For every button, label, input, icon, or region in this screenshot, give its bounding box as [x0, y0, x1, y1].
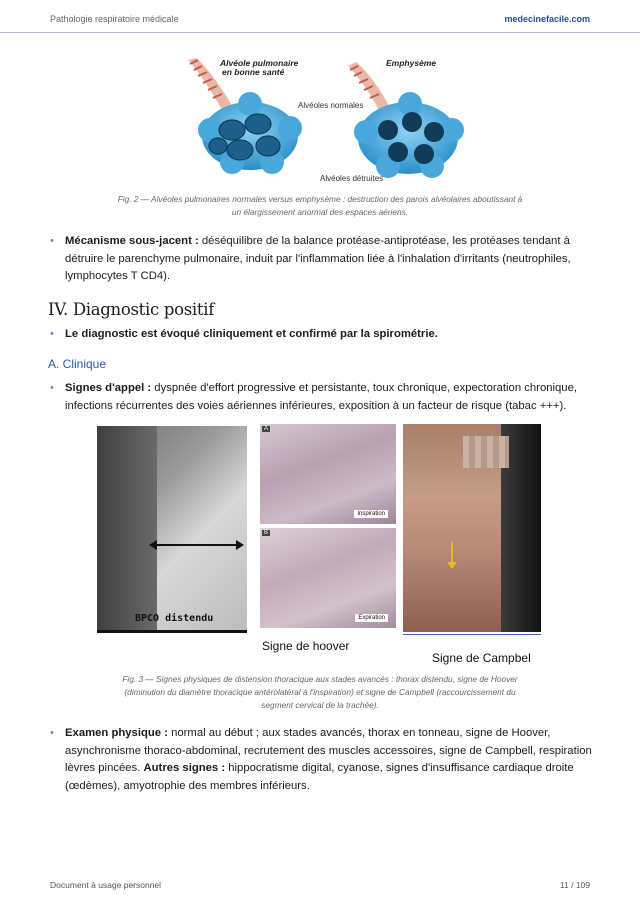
emphysema-alveoli-cluster — [354, 92, 464, 178]
bullet-mechanism-label: Mécanisme sous-jacent : — [65, 235, 199, 247]
bullet-other-signs-text: hippocratisme digital, cyanose, signes d'insuffisance cardiaque droite (œdèmes), amyotrophie des membres inférieurs. — [65, 762, 574, 792]
figure2-caption-line2: un élargissement anormal des espaces aériens. — [231, 207, 409, 217]
photo-hoover-inspiration — [260, 424, 396, 524]
photo-hoover-expiration — [260, 528, 396, 628]
bullet-diagnosis-text: Le diagnostic est évoqué cliniquement et confirmé par la spirométrie. — [65, 328, 438, 340]
figure3-caption-line2: (diminution du diamètre thoracique antérolatéral à l'inspiration) et signe de Campbell (raccourcissement du — [124, 687, 516, 697]
arrow-line — [152, 544, 240, 546]
arrow-down-icon — [447, 562, 457, 569]
label-bpco: BPCO distendu — [135, 613, 214, 624]
header-title: Pathologie respiratoire médicale — [50, 14, 179, 24]
photo-campbel — [403, 424, 541, 632]
panel-b-label: B — [264, 530, 269, 536]
bullet-dot: • — [50, 328, 54, 340]
bullet-physical-exam — [50, 725, 595, 795]
label-normal-alveoli: Alvéoles normales — [298, 101, 364, 110]
subsection-title-clinique: A. Clinique — [48, 357, 107, 371]
figure3-caption — [60, 673, 580, 712]
bullet-dot: • — [50, 727, 54, 739]
bullet-exam-text: normal au début ; aux stades avancés, thorax en tonneau, signe de Hoover, asynchronisme thoraco-abdominal, recrutement des muscles accessoires, signe de Campbell, respiration lèvres pincées. — [65, 727, 592, 774]
bullet-signs-label: Signes d'appel : — [65, 382, 152, 394]
page-number: 11 / 109 — [559, 880, 590, 890]
label-inspiration: Inspiration — [354, 510, 388, 518]
photo-underline — [97, 630, 247, 633]
healthy-alveoli-cluster — [198, 92, 302, 174]
campbel-underline — [403, 634, 541, 635]
header-site-link[interactable]: medecinefacile.com — [504, 14, 590, 24]
footer-note: Document à usage personnel — [50, 880, 162, 890]
arrow-left-head-icon — [149, 540, 157, 550]
face-blur — [463, 436, 509, 468]
bullet-dot: • — [50, 235, 54, 247]
label-healthy-alveolus-line2: en bonne santé — [222, 67, 285, 77]
figure2-caption — [60, 193, 580, 219]
figure-alveoli-illustration — [180, 58, 465, 186]
figure-clinical-photos — [97, 424, 544, 668]
figure3-caption-line1: Fig. 3 — Signes physiques de distension thoracique aux stades avancés : thorax distendu, signe de Hoover — [122, 674, 518, 684]
bullet-signs — [50, 380, 595, 415]
arrow-down-line — [451, 542, 453, 564]
figure2-caption-line1: Fig. 2 — Alvéoles pulmonaires normales versus emphysème : destruction des parois alvéolaires aboutissant à — [117, 194, 523, 204]
photo-bpco-distendu — [97, 426, 247, 630]
bullet-diagnosis — [50, 326, 595, 344]
bullet-mechanism — [50, 233, 595, 286]
label-expiration: Expiration — [355, 614, 388, 622]
label-healthy-alveolus-line1: Alvéole pulmonaire — [220, 58, 299, 68]
bullet-signs-text: dyspnée d'effort progressive et persistante, toux chronique, expectoration chronique, infections récurrentes des voies aériennes inférieures, exposition à un facteur de risque (tabac +++). — [65, 382, 578, 412]
bullet-mechanism-text: déséquilibre de la balance protéase-antiprotéase, les protéases tendant à détruire le parenchyme pulmonaire, induit par l'inflammation liée à l'inhalation d'irritants (neutrophiles, lymphocytes T CD4). — [65, 235, 571, 282]
bullet-dot: • — [50, 382, 54, 394]
label-destroyed-alveoli: Alvéoles détruites — [320, 174, 384, 183]
label-hoover: Signe de hoover — [262, 639, 350, 653]
arrow-right-head-icon — [236, 540, 244, 550]
figure3-caption-line3: segment cervical de la trachée). — [261, 700, 379, 710]
page-header — [0, 0, 640, 33]
label-emphysema: Emphysème — [386, 58, 437, 68]
panel-a-label: A — [264, 426, 269, 432]
bullet-exam-label: Examen physique : — [65, 727, 168, 739]
bullet-other-signs-label: Autres signes : — [143, 762, 226, 774]
label-campbel: Signe de Campbel — [432, 651, 531, 665]
section-title-diagnostic: IV. Diagnostic positif — [48, 300, 215, 319]
